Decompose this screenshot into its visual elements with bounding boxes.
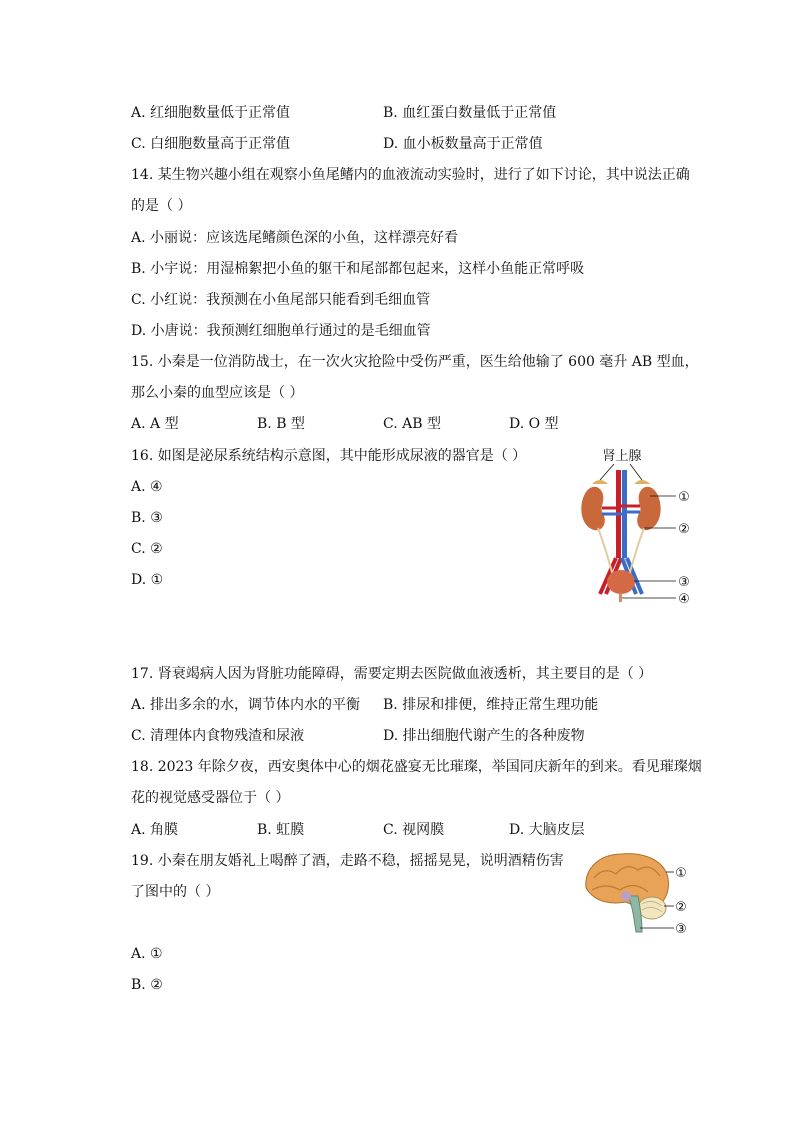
brain-label-2: ② [675,900,687,915]
q13-option-a[interactable]: A. 红细胞数量低于正常值 [131,105,291,121]
q14-stem-line1: 14. 某生物兴趣小组在观察小鱼尾鳍内的血液流动实验时，进行了如下讨论，其中说法正确 [131,167,690,183]
thalamus [621,891,631,901]
q15-stem-line1: 15. 小秦是一位消防战士，在一次火灾抢险中受伤严重，医生给他输了 600 毫升 AB 型血， [131,354,699,370]
brain-figure [580,848,695,940]
adrenal-gland-right [634,480,650,484]
q16-option-a[interactable]: A. ④ [131,479,163,495]
urinary-label-1: ① [678,490,690,505]
q14-option-d[interactable]: D. 小唐说：我预测红细胞单行通过的是毛细血管 [131,323,431,339]
adrenal-gland-label: 肾上腺 [602,449,642,464]
q19-stem-line1: 19. 小秦在朋友婚礼上喝醉了酒，走路不稳，摇摇晃晃，说明酒精伤害 [131,853,564,869]
q18-option-c[interactable]: C. 视网膜 [383,822,445,838]
q16-option-c[interactable]: C. ② [131,541,163,557]
q14-stem-line2: 的是（ ） [131,198,192,214]
q13-option-c[interactable]: C. 白细胞数量高于正常值 [131,136,291,152]
q13-option-b[interactable]: B. 血红蛋白数量低于正常值 [383,105,557,121]
ureter-right [628,528,644,580]
q18-stem-line1: 18. 2023 年除夕夜，西安奥体中心的烟花盛宴无比璀璨，举国同庆新年的到来。看见璀璨烟 [131,759,702,775]
q17-option-c[interactable]: C. 清理体内食物残渣和尿液 [131,728,305,744]
q15-option-c[interactable]: C. AB 型 [383,416,441,432]
q16-option-b[interactable]: B. ③ [131,510,163,526]
ureter-left [598,528,614,580]
urinary-system-figure [570,444,700,610]
q15-option-a[interactable]: A. A 型 [131,416,179,432]
q15-stem-line2: 那么小秦的血型应该是（ ） [131,385,304,401]
q17-option-b[interactable]: B. 排尿和排便，维持正常生理功能 [383,697,599,713]
kidney-right [637,487,660,530]
urinary-label-3: ③ [678,575,690,590]
q15-option-b[interactable]: B. B 型 [257,416,305,432]
q16-option-d[interactable]: D. ① [131,572,164,588]
q19-stem-line2: 了图中的（ ） [131,884,220,900]
q16-stem: 16. 如图是泌尿系统结构示意图，其中能形成尿液的器官是（ ） [131,448,527,464]
q18-option-b[interactable]: B. 虹膜 [257,822,305,838]
urethra [619,593,622,602]
adrenal-gland-left [592,480,608,484]
vena-cava [622,470,627,558]
q19-option-a[interactable]: A. ① [131,946,163,962]
urinary-label-4: ④ [678,592,690,607]
brain-label-3: ③ [675,922,687,937]
q17-stem: 17. 肾衰竭病人因为肾脏功能障碍，需要定期去医院做血液透析，其主要目的是（ ） [131,666,653,682]
bladder [607,570,635,594]
kidney-left [581,487,604,530]
q14-option-a[interactable]: A. 小丽说：应该选尾鳍颜色深的小鱼，这样漂亮好看 [131,230,459,246]
q15-option-d[interactable]: D. O 型 [509,416,559,432]
q18-stem-line2: 花的视觉感受器位于（ ） [131,790,290,806]
q18-option-d[interactable]: D. 大脑皮层 [509,822,585,838]
q17-option-d[interactable]: D. 排出细胞代谢产生的各种废物 [383,728,585,744]
q18-option-a[interactable]: A. 角膜 [131,822,179,838]
q19-option-b[interactable]: B. ② [131,977,163,993]
brain-label-1: ① [675,866,687,881]
cerebellum [638,897,666,919]
q13-option-d[interactable]: D. 血小板数量高于正常值 [383,136,543,152]
q14-option-b[interactable]: B. 小宇说：用湿棉絮把小鱼的躯干和尾部都包起来，这样小鱼能正常呼吸 [131,261,585,277]
q17-option-a[interactable]: A. 排出多余的水，调节体内水的平衡 [131,697,361,713]
urinary-label-2: ② [678,522,690,537]
q14-option-c[interactable]: C. 小红说：我预测在小鱼尾部只能看到毛细血管 [131,292,431,308]
